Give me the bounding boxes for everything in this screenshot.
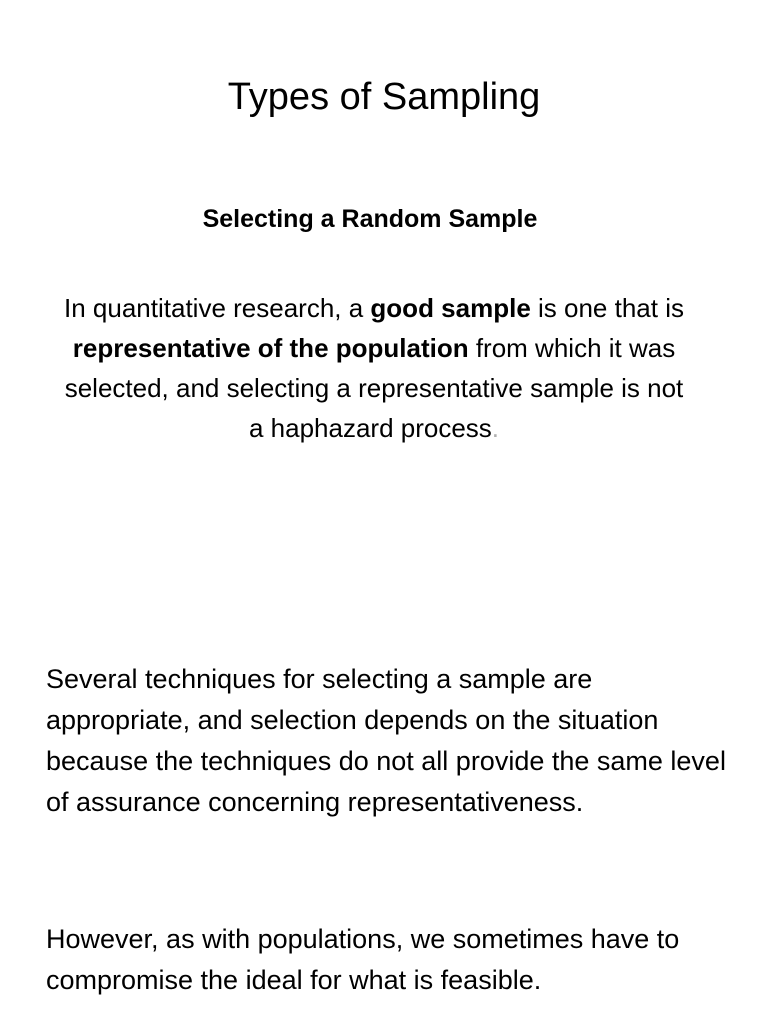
intro-text-part1: In quantitative research, a xyxy=(64,293,371,323)
compromise-paragraph: However, as with populations, we sometimes have to compromise the ideal for what is feasible. xyxy=(46,924,680,995)
intro-paragraph xyxy=(64,288,684,448)
intro-bold-representative: representative of the population xyxy=(72,333,469,363)
intro-text-part2: is one that is xyxy=(530,293,684,323)
slide-subtitle: Selecting a Random Sample xyxy=(202,205,538,233)
techniques-paragraph: Several techniques for selecting a sample are appropriate, and selection depends on the situation because the techniques do not all provide the same level of assurance concerning representativeness. xyxy=(46,664,726,817)
intro-text-part3: from which it was selected, and selecting a representative sample is not a haphazard process xyxy=(64,333,684,443)
slide-title: Types of Sampling xyxy=(227,76,541,118)
intro-bold-good-sample: good sample xyxy=(370,293,531,323)
intro-end-mark: . xyxy=(491,413,500,443)
